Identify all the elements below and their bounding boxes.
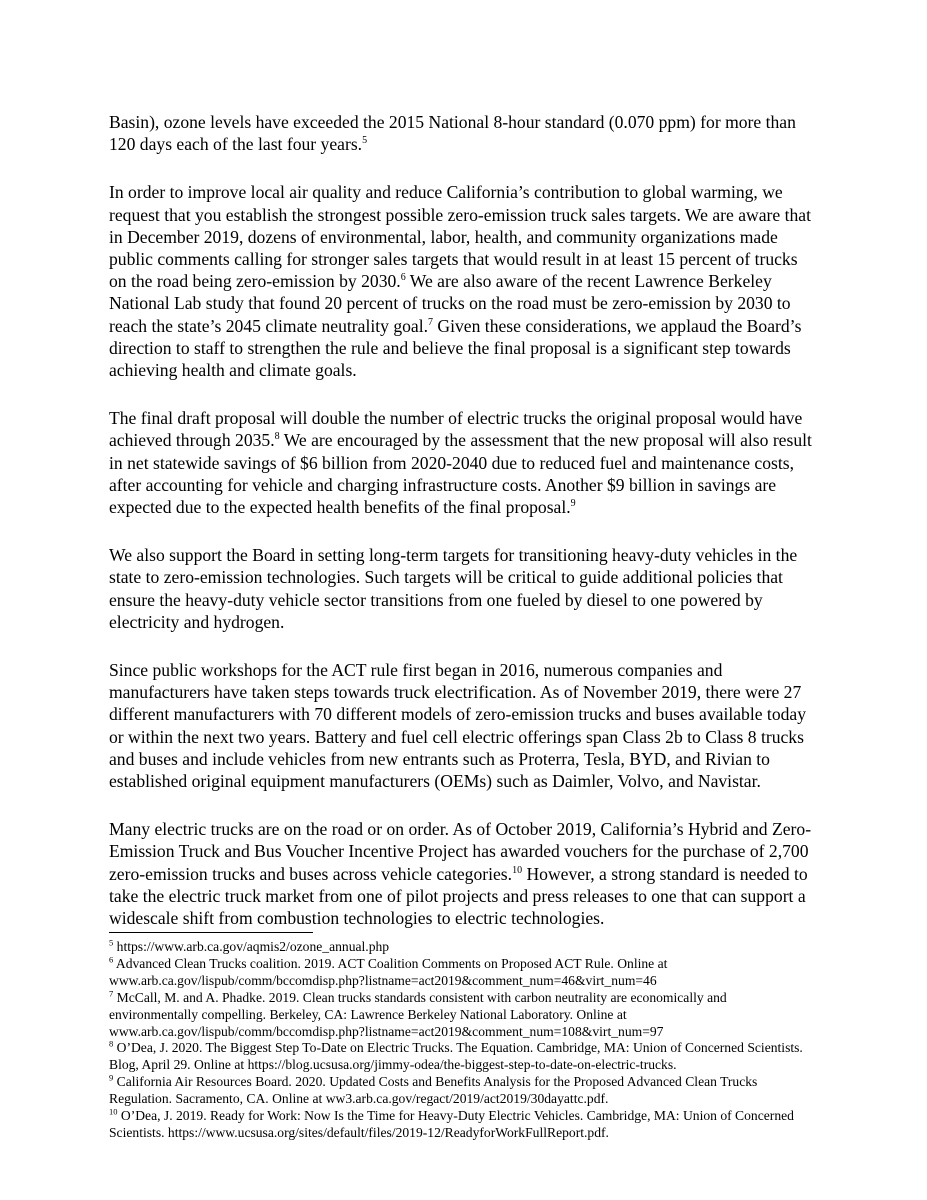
footnote-text: https://www.arb.ca.gov/aqmis2/ozone_annual.php: [113, 939, 390, 954]
paragraph-text: Basin), ozone levels have exceeded the 2015 National 8-hour standard (0.070 ppm) for more than 120 days each of the last four years.: [109, 112, 796, 155]
paragraph-text: However, a strong standard is needed to take the electric truck market from one of pilot projects and press releases to one that can support a widescale shift from combustion technologies to electric technologies.: [109, 863, 808, 929]
footnote-text: O’Dea, J. 2019. Ready for Work: Now Is the Time for Heavy-Duty Electric Vehicles. Cambridge, MA: Union of Concerned Scientists. https://www.ucsusa.org/sites/default/files/2019-12/ReadyforWorkFullReport.pdf.: [109, 1108, 794, 1140]
paragraph-electric-trucks: [109, 818, 819, 929]
footnote-number: 5: [109, 937, 114, 948]
paragraph-workshops: [109, 659, 819, 792]
footnote-ref: 10: [512, 864, 523, 876]
paragraph-text: In order to improve local air quality and reduce California’s contribution to global warming, we request that you establish the strongest possible zero-emission truck sales targets. We are aware that in December 2019, dozens of environmental, labor, health, and community organizations made public comments calling for stronger sales targets that would result in at least 15 percent of trucks on the road being zero-emission by 2030.: [109, 182, 811, 292]
footnote-text: Advanced Clean Trucks coalition. 2019. ACT Coalition Comments on Proposed ACT Rule. Online at www.arb.ca.gov/lispub/comm/bccomdisp.php?listname=act2019&comment_num=46&virt_num=46: [109, 955, 668, 988]
footnote-ref: 6: [400, 272, 406, 284]
footnote-9: [109, 1074, 819, 1108]
footnote-8: [109, 1040, 819, 1074]
footnote-ref: 5: [362, 135, 368, 147]
paragraph-text: We are also aware of the recent Lawrence Berkeley National Lab study that found 20 percent of trucks on the road must be zero-emission by 2030 to reach the state’s 2045 climate neutrality goal.: [109, 271, 791, 336]
footnote-6: [109, 956, 819, 990]
footnotes: [109, 939, 819, 1142]
paragraph-text: We also support the Board in setting long-term targets for transitioning heavy-duty vehicles in the state to zero-emission technologies. Such targets will be critical to guide additional policies that ensure the heavy-duty vehicle sector transitions from one fueled by diesel to one powered by electricity and hydrogen.: [109, 545, 798, 632]
footnote-ref: 7: [428, 316, 434, 328]
footnote-text: O’Dea, J. 2020. The Biggest Step To-Date on Electric Trucks. The Equation. Cambridge, MA: Union of Concerned Scientists. Blog, April 29. Online at https://blog.ucsusa.org/jimmy-odea/the-biggest-step-to-date-on-electric-trucks.: [109, 1040, 803, 1073]
paragraph-ozone: [109, 111, 819, 155]
footnote-number: 10: [109, 1106, 118, 1117]
paragraph-text: Given these considerations, we applaud the Board’s direction to staff to strengthen the rule and believe the final proposal is a significant step towards achieving health and climate goals.: [109, 315, 802, 381]
footnote-5: [109, 939, 819, 956]
paragraph-text: The final draft proposal will double the number of electric trucks the original proposal would have achieved through 2035.: [109, 408, 803, 451]
footnote-number: 9: [109, 1072, 114, 1083]
footnote-text: California Air Resources Board. 2020. Updated Costs and Benefits Analysis for the Proposed Advanced Clean Trucks Regulation. Sacramento, CA. Online at ww3.arb.ca.gov/regact/2019/act2019/30dayattc.pdf.: [109, 1074, 758, 1107]
footnote-number: 6: [109, 954, 114, 965]
paragraph-sales-targets: [109, 181, 819, 381]
paragraph-text: We are encouraged by the assessment that the new proposal will also result in net statewide savings of $6 billion from 2020-2040 due to reduced fuel and maintenance costs, after accounting for vehicle and charging infrastructure costs. Another $9 billion in savings are expected due to the expected health benefits of the final proposal.: [109, 430, 812, 518]
footnote-ref: 9: [570, 498, 576, 510]
paragraph-text: Many electric trucks are on the road or on order. As of October 2019, California’s Hybrid and Zero-Emission Truck and Bus Voucher Incentive Project has awarded vouchers for the purchase of 2,700 zero-emission trucks and buses across vehicle categories.: [109, 819, 812, 884]
footnote-text: McCall, M. and A. Phadke. 2019. Clean trucks standards consistent with carbon neutrality are economically and environmentally compelling. Berkeley, CA: Lawrence Berkeley National Laboratory. Online at www.arb.ca.gov/lispub/comm/bccomdisp.php?listname=act2019&comment_num=108&virt_num=97: [109, 989, 727, 1039]
footnote-number: 8: [109, 1038, 114, 1049]
document-body: [109, 111, 819, 955]
footnote-number: 7: [109, 988, 114, 999]
footnote-divider: [109, 932, 313, 933]
paragraph-text: Since public workshops for the ACT rule first began in 2016, numerous companies and manufacturers have taken steps towards truck electrification. As of November 2019, there were 27 different manufacturers with 70 different models of zero-emission trucks and buses available today or within the next two years. Battery and fuel cell electric offerings span Class 2b to Class 8 trucks and buses and include vehicles from new entrants such as Proterra, Tesla, BYD, and Rivian to established original equipment manufacturers (OEMs) such as Daimler, Volvo, and Navistar.: [109, 660, 807, 792]
paragraph-long-term-targets: [109, 544, 819, 633]
paragraph-final-draft: [109, 407, 819, 518]
footnote-ref: 8: [274, 431, 280, 443]
footnote-7: [109, 990, 819, 1041]
footnote-10: [109, 1108, 819, 1142]
